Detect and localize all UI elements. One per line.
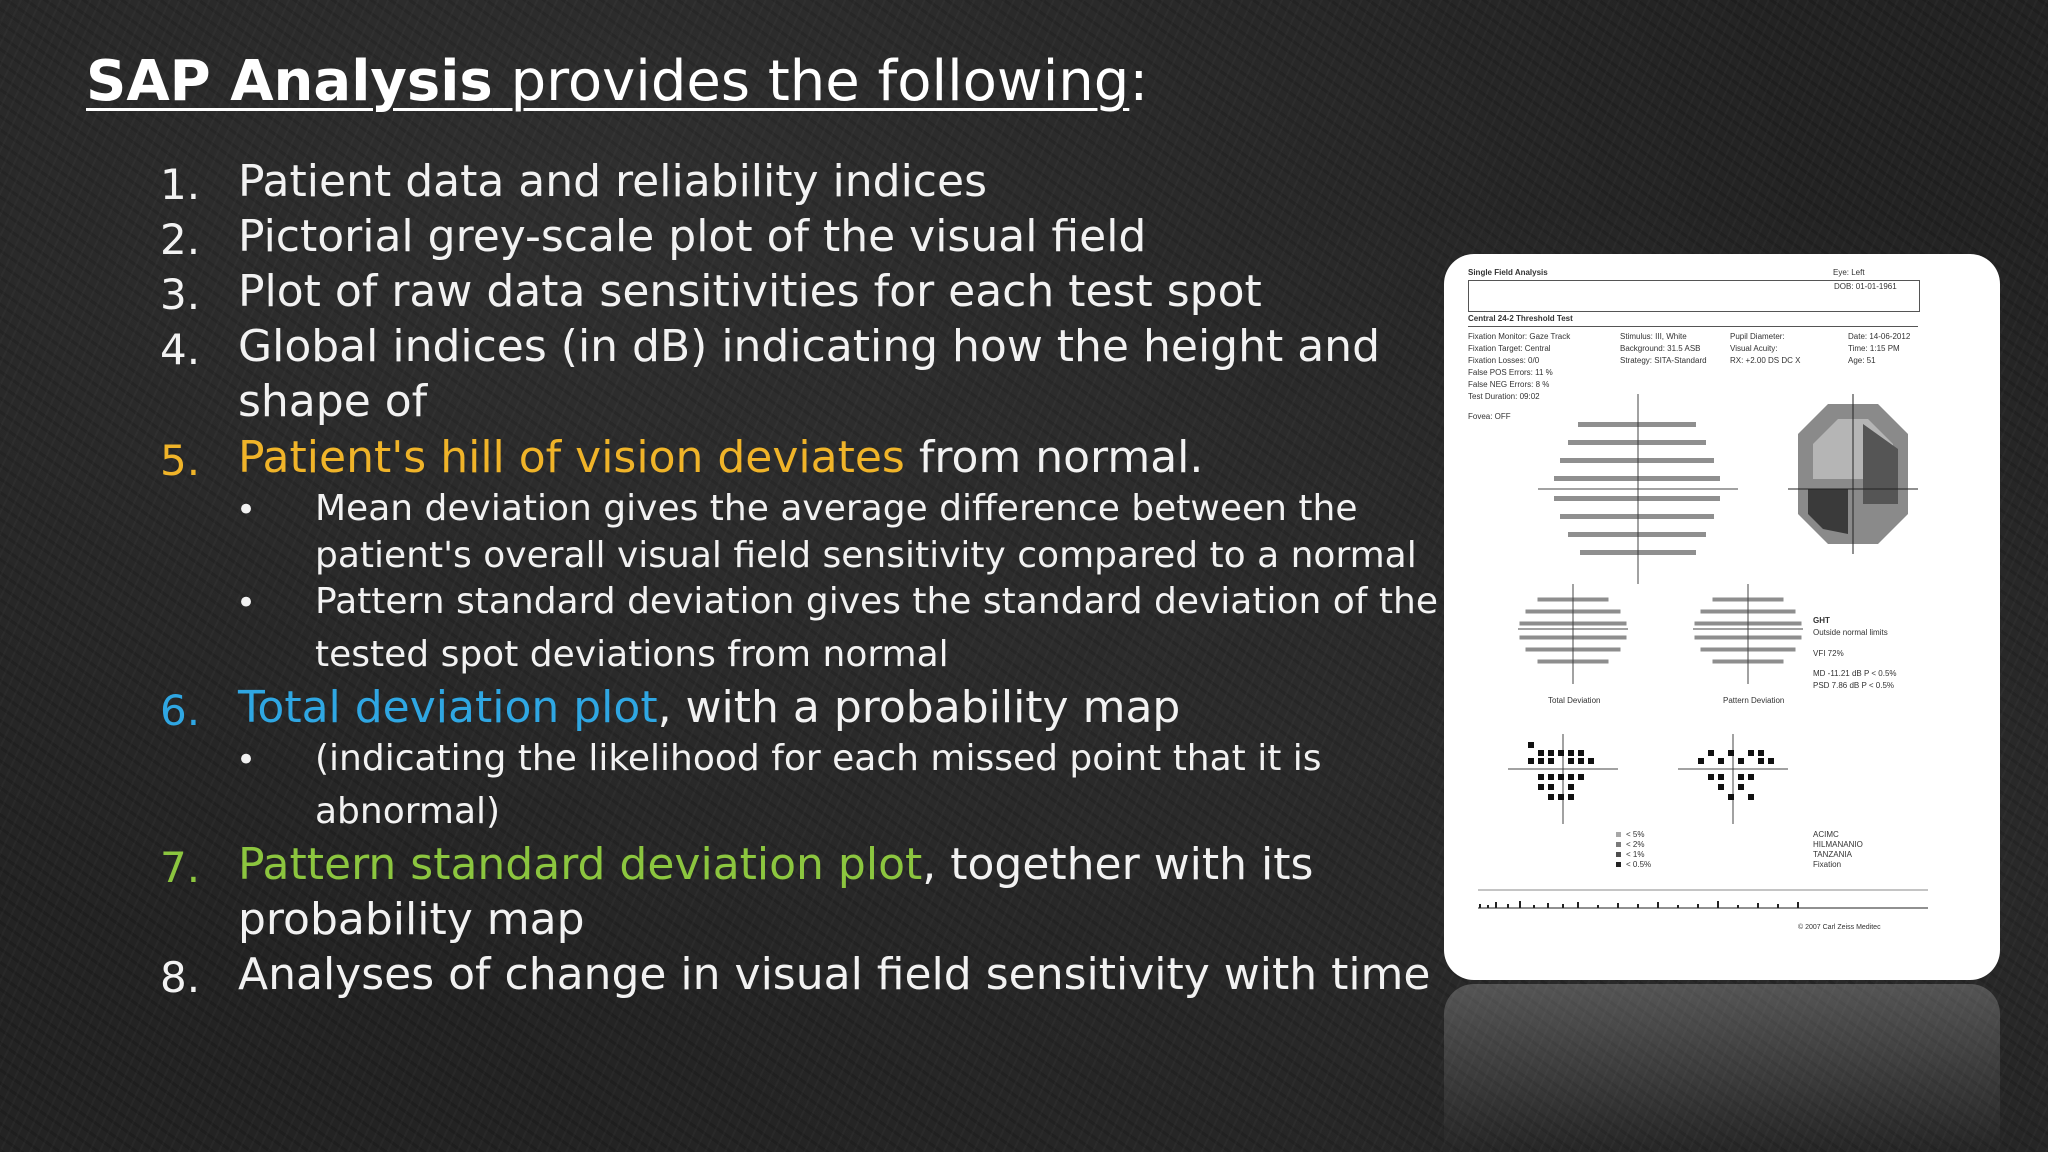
item-text (238, 839, 1313, 890)
item-text: Pictorial grey-scale plot of the visual field (238, 211, 1147, 262)
item-text: Plot of raw data sensitivities for each test spot (238, 266, 1262, 317)
title-bold: SAP Analysis (86, 49, 493, 114)
report-field: Fixation Losses: 0/0 (1468, 356, 1540, 365)
report-field: Age: 51 (1848, 356, 1876, 365)
pattern-deviation-label: Pattern Deviation (1723, 696, 1785, 705)
gaze-tracking-strip (1478, 890, 1928, 908)
legend-entry: < 0.5% (1626, 860, 1652, 869)
item-number: 2. (160, 215, 201, 264)
item-number: 4. (160, 325, 201, 374)
report-field: Pupil Diameter: (1730, 332, 1785, 341)
report-test: Central 24-2 Threshold Test (1468, 314, 1573, 323)
item-highlight: Total deviation plot (238, 682, 658, 733)
item-text (238, 432, 1203, 483)
report-dob: DOB: 01-01-1961 (1834, 282, 1897, 291)
item-number: 8. (160, 953, 201, 1002)
report-eye: Eye: Left (1833, 268, 1865, 277)
report-field: Date: 14-06-2012 (1848, 332, 1911, 341)
bullet-line1: Pattern standard deviation gives the standard deviation of the (315, 581, 1438, 622)
legend-entry: < 2% (1626, 840, 1645, 849)
legend-entry: < 5% (1626, 830, 1645, 839)
report-field: Strategy: SITA-Standard (1620, 356, 1707, 365)
report-field: False POS Errors: 11 % (1468, 368, 1553, 377)
bullet-line2: abnormal) (315, 791, 501, 832)
pattern-deviation-values (1693, 584, 1803, 684)
greyscale-plot (1788, 394, 1918, 554)
item-text: Analyses of change in visual field sensitivity with time (238, 949, 1431, 1000)
report-field: Test Duration: 09:02 (1468, 392, 1540, 401)
report-field: Fixation Monitor: Gaze Track (1468, 332, 1571, 341)
footer-name: HILMANANIO (1813, 840, 1863, 849)
footer-name: TANZANIA (1813, 850, 1852, 859)
bullet-line1: (indicating the likelihood for each missed point that it is (315, 738, 1322, 779)
report-image-reflection (1444, 984, 2000, 1152)
total-deviation-values (1518, 584, 1628, 684)
total-deviation-probability-map (1508, 734, 1618, 824)
psd-value: PSD 7.86 dB P < 0.5% (1813, 681, 1895, 690)
report-field: Fixation Target: Central (1468, 344, 1551, 353)
item-text-line1: Global indices (in dB) indicating how the height and (238, 321, 1381, 372)
bullet-dot: • (236, 583, 257, 623)
report-sheet (1468, 264, 1978, 954)
item-rest: , together with its (922, 839, 1314, 890)
item-number: 6. (160, 686, 201, 735)
item-number: 7. (160, 843, 201, 892)
total-deviation-label: Total Deviation (1548, 696, 1601, 705)
md-value: MD -11.21 dB P < 0.5% (1813, 669, 1897, 678)
footer-name: Fixation (1813, 860, 1842, 869)
item-text-line2: probability map (238, 894, 585, 945)
footer-name: ACIMC (1813, 830, 1839, 839)
vfi-value: VFI 72% (1813, 649, 1844, 658)
bullet-line1: Mean deviation gives the average difference between the (315, 488, 1358, 529)
title-rest: provides the following (492, 49, 1130, 114)
ght-title: GHT (1813, 616, 1830, 625)
report-field: Time: 1:15 PM (1848, 344, 1900, 353)
title-colon: : (1129, 49, 1149, 114)
item-highlight: Patient's hill of vision deviates (238, 432, 905, 483)
item-rest: , with a probability map (657, 682, 1181, 733)
item-number: 1. (160, 160, 201, 209)
bullet-line2: tested spot deviations from normal (315, 634, 949, 675)
visual-field-report-image (1444, 254, 2000, 980)
report-heading: Single Field Analysis (1468, 268, 1548, 277)
report-plots (1468, 264, 1978, 954)
probability-legend-swatches (1616, 832, 1621, 867)
item-rest: from normal. (904, 432, 1204, 483)
bullet-line2: patient's overall visual field sensitivity compared to a normal (315, 535, 1417, 576)
item-text: Patient data and reliability indices (238, 156, 987, 207)
report-field: Background: 31.5 ASB (1620, 344, 1701, 353)
ght-value: Outside normal limits (1813, 628, 1888, 637)
item-number: 3. (160, 270, 201, 319)
legend-entry: < 1% (1626, 850, 1645, 859)
report-copyright: © 2007 Carl Zeiss Meditec (1798, 924, 1881, 931)
bullet-dot: • (236, 490, 257, 530)
report-field: RX: +2.00 DS DC X (1730, 356, 1801, 365)
item-text (238, 682, 1180, 733)
report-field: Stimulus: III, White (1620, 332, 1687, 341)
item-text-line2: shape of (238, 376, 428, 427)
report-field: Visual Acuity: (1730, 344, 1778, 353)
report-field: Fovea: OFF (1468, 412, 1511, 421)
item-number: 5. (160, 436, 201, 485)
pattern-deviation-probability-map (1678, 734, 1788, 824)
bullet-dot: • (236, 740, 257, 780)
item-highlight: Pattern standard deviation plot (238, 839, 923, 890)
report-field: False NEG Errors: 8 % (1468, 380, 1550, 389)
